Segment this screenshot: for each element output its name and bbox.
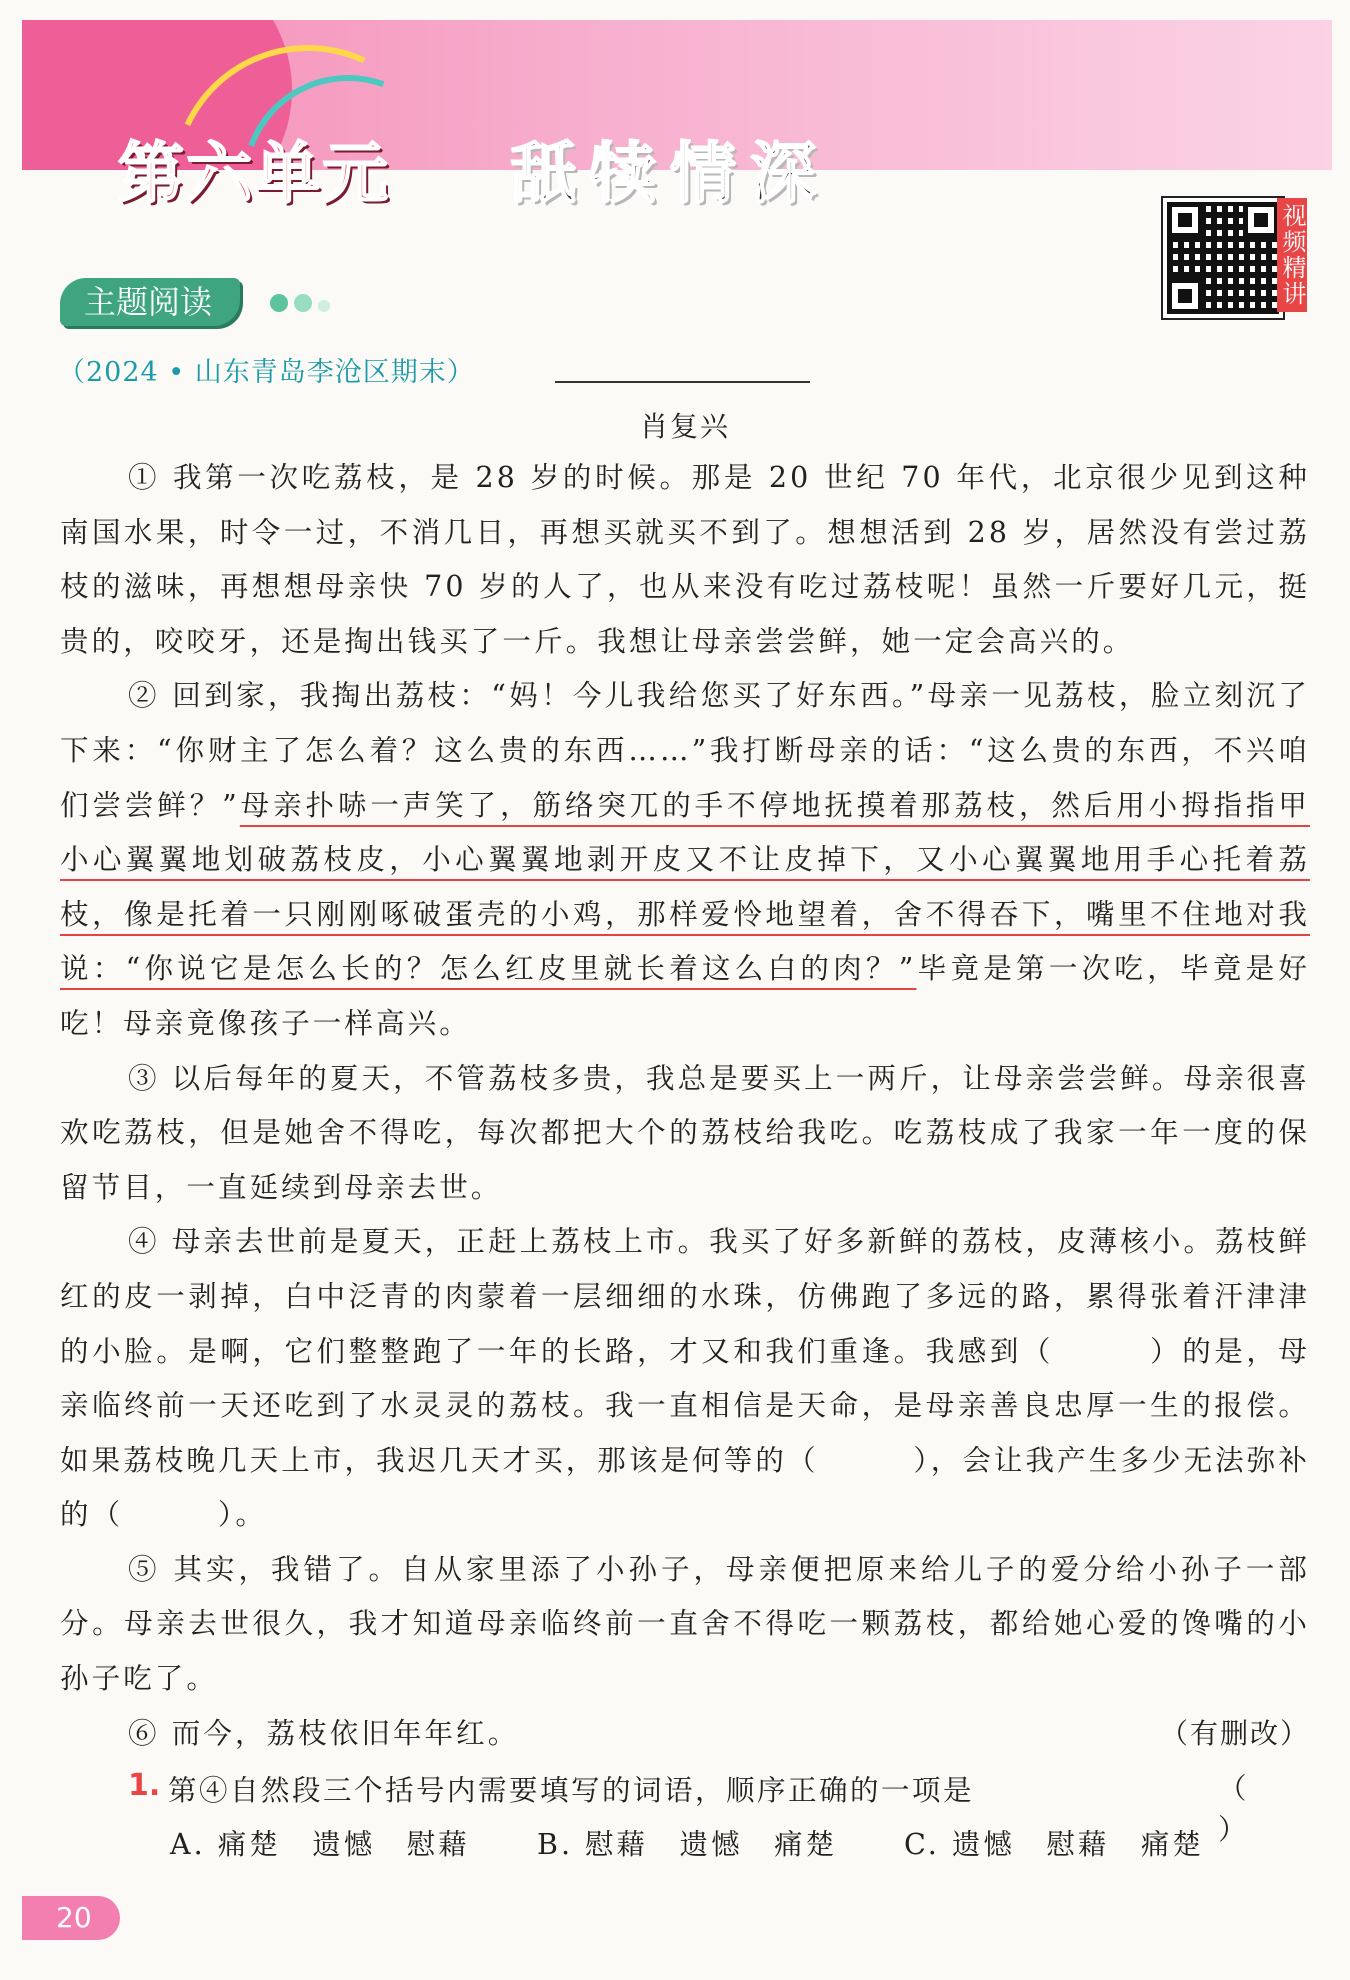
- qr-finder: [1167, 278, 1203, 314]
- revision-note: （有删改）: [1159, 1717, 1310, 1750]
- qr-code-icon[interactable]: [1163, 198, 1283, 318]
- underlined-sentence: 母亲扑哧一声笑了，筋络突兀的手不停地抚摸着那荔枝，然后用小拇指指甲小心翼翼地划破荔枝皮，小心翼翼地剥开皮又不让皮掉下，又小心翼翼地用手心托着荔枝，像是托着一只刚刚啄破蛋壳的小鸡，那样爱怜地望着，舍不得吞下，嘴里不住地对我说：“你说它是怎么长的？怎么红皮里就长着这么白的肉？”: [60, 788, 1310, 986]
- answer-blank[interactable]: （ ）: [1218, 1772, 1285, 1846]
- paragraph-5: ⑤ 其实，我错了。自从家里添了小孙子，母亲便把原来给儿子的爱分给小孙子一部分。母亲去世很久，我才知道母亲临终前一直舍不得吃一颗荔枝，都给她心爱的馋嘴的小孙子吃了。: [60, 1552, 1310, 1696]
- article-body: [60, 451, 1310, 1761]
- paragraph-4: ④ 母亲去世前是夏天，正赶上荔枝上市。我买了好多新鲜的荔枝，皮薄核小。荔枝鲜红的皮一剥掉，白中泛青的肉蒙着一层细细的水珠，仿佛跑了多远的路，累得张着汗津津的小脸。是啊，它们整整跑了一年的长路，才又和我们重逢。我感到（ ）的是，母亲临终前一天还吃到了水灵灵的荔枝。我一直相信是天命，是母亲善良忠厚一生的报偿。如果荔枝晚几天上市，我迟几天才买，那该是何等的（ ），会让我产生多少无法弥补的（ ）。: [60, 1225, 1310, 1532]
- section-heading: 主题阅读: [60, 278, 240, 326]
- dot-icon: [270, 294, 288, 312]
- dot-icon: [318, 300, 330, 312]
- author-name: 肖复兴: [640, 410, 731, 443]
- paragraph-6: ⑥ 而今，荔枝依旧年年红。: [128, 1716, 520, 1750]
- option-c[interactable]: C. 遗憾 慰藉 痛楚: [904, 1828, 1204, 1861]
- answer-options: [170, 1822, 1270, 1863]
- dot-icon: [294, 294, 312, 312]
- source-citation: （2024 • 山东青岛李沧区期末）: [58, 357, 475, 388]
- unit-theme-title: 舐犊情深: [510, 135, 830, 212]
- title-fill-blank: [555, 381, 810, 383]
- question-text: 第④自然段三个括号内需要填写的词语，顺序正确的一项是: [168, 1774, 975, 1807]
- qr-finder: [1243, 202, 1279, 238]
- decorative-dots: [270, 294, 336, 316]
- question-number: 1.: [128, 1768, 161, 1803]
- paragraph-2-start: ② 回到家，我掏出荔枝：“妈！今儿我给您买了好东西。”母亲一见荔枝，脸立刻沉了下来：“你财主了怎么着？这么贵的东西……”我打断母亲的话：“这么贵的东西，不兴咱们尝尝鲜？”: [60, 679, 1310, 822]
- paragraph-3: ③ 以后每年的夏天，不管荔枝多贵，我总是要买上一两斤，让母亲尝尝鲜。母亲很喜欢吃荔枝，但是她舍不得吃，每次都把大个的荔枝给我吃。吃荔枝成了我家一年一度的保留节目，一直延续到母亲去世。: [60, 1061, 1310, 1204]
- paragraph-1: ① 我第一次吃荔枝，是 28 岁的时候。那是 20 世纪 70 年代，北京很少见到这种南国水果，时令一过，不消几日，再想买就买不到了。想想活到 28 岁，居然没有尝过荔枝的滋味，再想想母亲快 70 岁的人了，也从来没有吃过荔枝呢！虽然一斤要好几元，挺贵的，咬咬牙，还是掏出钱买了一斤。我想让母亲尝尝鲜，她一定会高兴的。: [60, 461, 1310, 658]
- video-lesson-label: 视频精讲: [1277, 198, 1307, 312]
- option-b[interactable]: B. 慰藉 遗憾 痛楚: [537, 1828, 838, 1861]
- qr-finder: [1167, 202, 1203, 238]
- unit-label: 第六单元: [118, 135, 390, 212]
- paragraph-2: [60, 669, 1310, 1051]
- paragraph-2-end: 毕竟是第一次吃，毕竟是好吃！母亲竟像孩子一样高兴。: [60, 952, 1311, 1040]
- page-number: 20: [22, 1896, 120, 1940]
- option-a[interactable]: A. 痛楚 遗憾 慰藉: [170, 1828, 470, 1861]
